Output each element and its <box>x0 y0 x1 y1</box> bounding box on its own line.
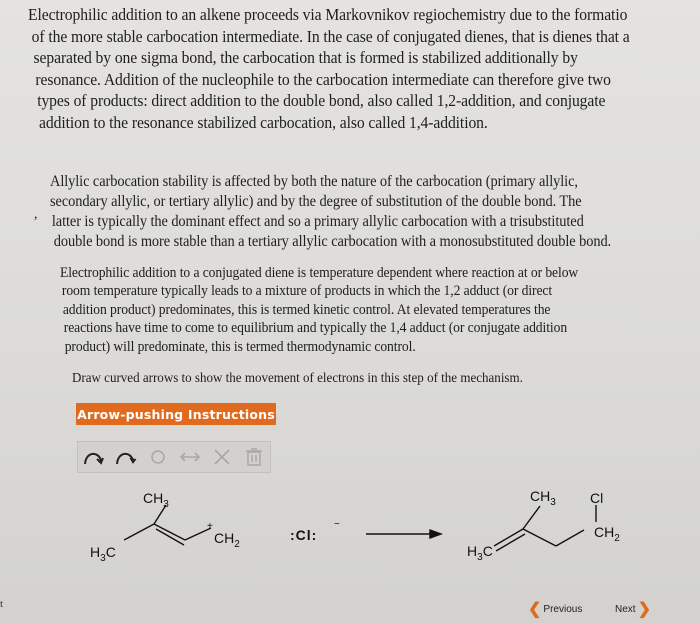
previous-button[interactable] <box>528 600 583 618</box>
product-cl-label: Cl <box>590 490 604 506</box>
text-line: reactions have time to come to equilibrium and typically the 1,4 adduct (or conjugate addition <box>63 320 568 337</box>
question-prompt: Draw curved arrows to show the movement of electrons in this step of the mechanism. <box>72 371 523 386</box>
product-ch2-label: $CH_2$ <box>594 524 620 544</box>
product-ch3-label: $CH_3$ <box>530 488 556 508</box>
drawing-toolbar <box>77 441 271 473</box>
delete-icon[interactable] <box>206 442 238 472</box>
reactant-ch2-label: $CH_2$ <box>214 530 240 550</box>
product-skeleton <box>494 505 596 551</box>
edge-text: t <box>0 598 4 610</box>
text-line: resonance. Addition of the nucleophile to the carbocation intermediate can therefore give two <box>35 69 611 89</box>
single-curved-arrow-icon[interactable] <box>78 442 110 472</box>
charge-icon[interactable] <box>142 442 174 472</box>
arrow-pushing-instructions-button[interactable]: Arrow-pushing Instructions <box>76 403 276 425</box>
text-line: types of products: direct addition to the double bond, also called 1,2-addition, and conjugate <box>37 91 606 111</box>
text-line: room temperature typically leads to a mixture of products in which the 1,2 adduct (or direct <box>61 283 553 300</box>
intro-paragraph <box>28 4 630 134</box>
text-line: separated by one sigma bond, the carbocation that is formed is stabilized additionally by <box>33 48 578 68</box>
swap-icon[interactable] <box>174 442 206 472</box>
text-line: of the more stable carbocation intermediate. In the case of conjugated dienes, that is dienes that a <box>31 26 630 46</box>
text-line: Allylic carbocation stability is affected by both the nature of the carbocation (primary allylic, <box>50 173 578 190</box>
text-line: double bond is more stable than a tertiary allylic carbocation with a monosubstituted double bond. <box>53 233 612 250</box>
trash-icon[interactable] <box>238 442 270 472</box>
previous-label: Previous <box>543 604 583 615</box>
text-line: addition to the resonance stabilized carbocation, also called 1,4-addition. <box>39 112 488 132</box>
text-line: secondary allylic, or tertiary allylic) and by the degree of substitution of the double bond. The <box>50 193 582 210</box>
chevron-right-icon: ❯ <box>637 600 651 618</box>
reactant-h3c-label: $H_3C$ <box>90 544 116 564</box>
next-label: Next <box>615 604 636 615</box>
text-line: addition product) predominates, this is termed kinetic control. At elevated temperatures the <box>62 301 551 318</box>
chevron-left-icon: ❮ <box>528 600 542 618</box>
reactant-skeleton <box>124 505 211 545</box>
text-line: latter is typically the dominant effect and so a primary allylic carbocation with a trisubstituted <box>51 213 584 230</box>
bullet-mark: , <box>34 207 38 222</box>
reaction-arrow <box>366 530 441 538</box>
double-curved-arrow-icon[interactable] <box>110 442 142 472</box>
text-line: Electrophilic addition to a conjugated diene is temperature dependent where reaction at or below <box>60 265 579 281</box>
text-line: Electrophilic addition to an alkene proceeds via Markovnikov regiochemistry due to the formatio <box>28 5 628 24</box>
chloride-ion: :Cl: <box>290 527 318 543</box>
product-h3c-label: $H_3C$ <box>467 543 493 563</box>
chloride-charge: − <box>334 519 340 530</box>
stability-paragraph <box>50 172 611 252</box>
text-line: product) will predominate, this is termed thermodynamic control. <box>64 338 416 355</box>
next-button[interactable] <box>615 600 651 618</box>
reactant-ch3-label: $CH_3$ <box>143 490 169 510</box>
temperature-paragraph <box>60 264 578 356</box>
carbocation-charge: + <box>207 521 213 532</box>
